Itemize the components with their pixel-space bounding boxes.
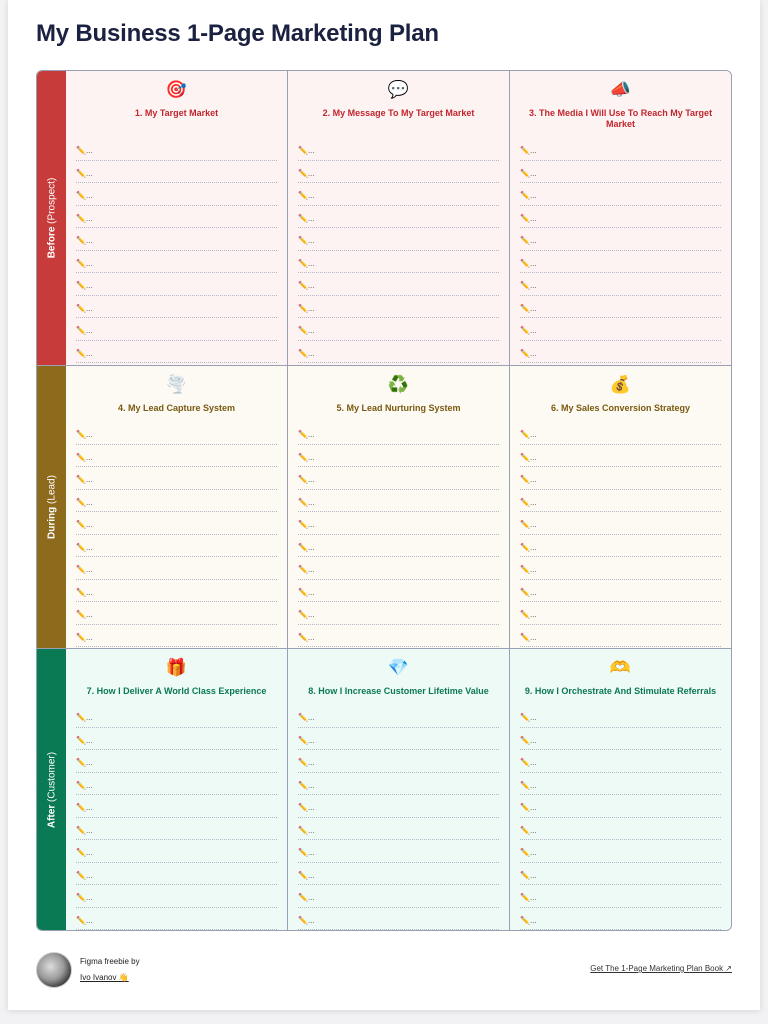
entry-line[interactable]: ✏️...: [298, 705, 499, 728]
megaphone-icon: 📣: [609, 80, 632, 99]
avatar: [36, 952, 72, 988]
entry-line[interactable]: ✏️...: [298, 728, 499, 751]
cell-title: 2. My Message To My Target Market: [322, 108, 475, 118]
entry-line[interactable]: ✏️...: [298, 602, 499, 625]
entry-line[interactable]: ✏️...: [76, 795, 277, 818]
entry-line[interactable]: ✏️...: [76, 228, 277, 251]
plan-cell: [66, 71, 287, 365]
entry-line[interactable]: ✏️...: [76, 908, 277, 931]
entry-line[interactable]: ✏️...: [76, 728, 277, 751]
entry-line[interactable]: ✏️...: [520, 705, 721, 728]
entry-line[interactable]: ✏️...: [520, 773, 721, 796]
section-label-bold: During: [46, 506, 57, 539]
entry-line[interactable]: ✏️...: [520, 908, 721, 931]
entry-line[interactable]: ✏️...: [298, 228, 499, 251]
entry-line[interactable]: ✏️...: [298, 445, 499, 468]
entry-line[interactable]: ✏️...: [298, 750, 499, 773]
entry-line[interactable]: ✏️...: [520, 863, 721, 886]
speech-bubble-icon: 💬: [387, 80, 410, 99]
entry-line[interactable]: ✏️...: [520, 296, 721, 319]
plan-cell: [509, 366, 731, 648]
section-side-label: [37, 71, 66, 365]
section-side-label: [37, 366, 66, 648]
entry-line[interactable]: ✏️...: [520, 728, 721, 751]
section-label: [46, 178, 57, 259]
entry-line[interactable]: ✏️...: [520, 341, 721, 364]
entry-line[interactable]: ✏️...: [76, 535, 277, 558]
entry-line[interactable]: ✏️...: [298, 512, 499, 535]
entry-line[interactable]: ✏️...: [520, 422, 721, 445]
entry-lines: [520, 138, 721, 363]
entry-lines: [298, 138, 499, 363]
entry-line[interactable]: ✏️...: [298, 341, 499, 364]
entry-line[interactable]: ✏️...: [298, 773, 499, 796]
entry-line[interactable]: ✏️...: [76, 183, 277, 206]
cell-title: 8. How I Increase Customer Lifetime Value: [308, 686, 489, 696]
entry-line[interactable]: ✏️...: [520, 490, 721, 513]
entry-line[interactable]: ✏️...: [298, 422, 499, 445]
section-label: [46, 751, 57, 827]
plan-cell: [509, 71, 731, 365]
entry-line[interactable]: ✏️...: [76, 750, 277, 773]
footer: [36, 950, 732, 990]
section-label-light: (Prospect): [46, 177, 57, 224]
entry-line[interactable]: ✏️...: [520, 625, 721, 648]
entry-lines: [76, 422, 277, 647]
entry-line[interactable]: ✏️...: [298, 535, 499, 558]
entry-line[interactable]: ✏️...: [298, 908, 499, 931]
entry-lines: [298, 422, 499, 647]
gift-icon: 🎁: [165, 658, 188, 677]
section-label-bold: Before: [46, 226, 57, 259]
entry-line[interactable]: ✏️...: [76, 602, 277, 625]
entry-line[interactable]: ✏️...: [520, 557, 721, 580]
author-link[interactable]: Ivo Ivanov 👋: [80, 973, 129, 982]
cell-title: 7. How I Deliver A World Class Experience: [86, 686, 267, 696]
recycle-icon: ♻️: [387, 375, 410, 394]
entry-line[interactable]: ✏️...: [76, 341, 277, 364]
entry-line[interactable]: ✏️...: [298, 318, 499, 341]
entry-line[interactable]: ✏️...: [76, 296, 277, 319]
plan-cell: [287, 366, 509, 648]
entry-line[interactable]: ✏️...: [76, 490, 277, 513]
entry-line[interactable]: ✏️...: [298, 580, 499, 603]
entry-line[interactable]: ✏️...: [76, 840, 277, 863]
entry-line[interactable]: ✏️...: [298, 840, 499, 863]
section-label-light: (Customer): [46, 751, 57, 802]
entry-line[interactable]: ✏️...: [520, 512, 721, 535]
entry-line[interactable]: ✏️...: [520, 602, 721, 625]
entry-line[interactable]: ✏️...: [520, 580, 721, 603]
plan-cell: [66, 649, 287, 930]
entry-line[interactable]: ✏️...: [520, 535, 721, 558]
entry-line[interactable]: ✏️...: [520, 818, 721, 841]
plan-page: [8, 0, 760, 1010]
entry-lines: [76, 705, 277, 930]
entry-lines: [298, 705, 499, 930]
credit-prefix: Figma freebie by: [80, 957, 140, 966]
entry-line[interactable]: ✏️...: [298, 273, 499, 296]
entry-line[interactable]: ✏️...: [298, 863, 499, 886]
entry-line[interactable]: ✏️...: [520, 228, 721, 251]
entry-lines: [520, 705, 721, 930]
cell-title: 4. My Lead Capture System: [117, 403, 236, 413]
entry-line[interactable]: ✏️...: [76, 318, 277, 341]
entry-line[interactable]: ✏️...: [520, 273, 721, 296]
section-after: [37, 648, 731, 930]
section-label-light: (Lead): [46, 475, 57, 504]
entry-line[interactable]: ✏️...: [76, 557, 277, 580]
money-bag-icon: 💰: [609, 375, 632, 394]
entry-line[interactable]: ✏️...: [520, 467, 721, 490]
entry-line[interactable]: ✏️...: [298, 183, 499, 206]
entry-line[interactable]: ✏️...: [298, 795, 499, 818]
plan-cell: [287, 649, 509, 930]
entry-lines: [76, 138, 277, 363]
entry-line[interactable]: ✏️...: [298, 161, 499, 184]
entry-line[interactable]: ✏️...: [76, 467, 277, 490]
funnel-icon: 🌪️: [165, 375, 188, 394]
entry-line[interactable]: ✏️...: [76, 422, 277, 445]
entry-line[interactable]: ✏️...: [76, 251, 277, 274]
entry-lines: [520, 422, 721, 647]
entry-line[interactable]: ✏️...: [520, 840, 721, 863]
entry-line[interactable]: ✏️...: [76, 625, 277, 648]
entry-line[interactable]: ✏️...: [298, 557, 499, 580]
entry-line[interactable]: ✏️...: [298, 885, 499, 908]
section-label-bold: After: [46, 804, 57, 828]
entry-line[interactable]: ✏️...: [76, 161, 277, 184]
entry-line[interactable]: ✏️...: [76, 273, 277, 296]
section-label: [46, 475, 57, 539]
heart-hands-icon: 🫶: [609, 658, 632, 677]
book-link[interactable]: Get The 1-Page Marketing Plan Book ↗: [590, 964, 732, 973]
plan-grid: [36, 70, 732, 931]
entry-line[interactable]: ✏️...: [76, 863, 277, 886]
entry-line[interactable]: ✏️...: [76, 773, 277, 796]
entry-line[interactable]: ✏️...: [520, 161, 721, 184]
credit: [80, 954, 140, 986]
entry-line[interactable]: ✏️...: [520, 318, 721, 341]
entry-line[interactable]: ✏️...: [520, 251, 721, 274]
entry-line[interactable]: ✏️...: [520, 445, 721, 468]
entry-line[interactable]: ✏️...: [76, 138, 277, 161]
entry-line[interactable]: ✏️...: [76, 445, 277, 468]
section-during: [37, 365, 731, 648]
cell-title: 9. How I Orchestrate And Stimulate Referrals: [524, 686, 717, 696]
cell-title: 1. My Target Market: [134, 108, 219, 118]
section-before: [37, 71, 731, 365]
entry-line[interactable]: ✏️...: [76, 885, 277, 908]
entry-line[interactable]: ✏️...: [520, 183, 721, 206]
plan-cell: [509, 649, 731, 930]
entry-line[interactable]: ✏️...: [520, 750, 721, 773]
entry-line[interactable]: ✏️...: [298, 467, 499, 490]
entry-line[interactable]: ✏️...: [76, 580, 277, 603]
entry-line[interactable]: ✏️...: [520, 138, 721, 161]
entry-line[interactable]: ✏️...: [76, 206, 277, 229]
plan-cell: [287, 71, 509, 365]
entry-line[interactable]: ✏️...: [298, 206, 499, 229]
entry-line[interactable]: ✏️...: [520, 795, 721, 818]
entry-line[interactable]: ✏️...: [298, 625, 499, 648]
entry-line[interactable]: ✏️...: [76, 512, 277, 535]
diamond-icon: 💎: [387, 658, 410, 677]
entry-line[interactable]: ✏️...: [298, 251, 499, 274]
cell-title: 5. My Lead Nurturing System: [336, 403, 461, 413]
entry-line[interactable]: ✏️...: [298, 818, 499, 841]
target-icon: 🎯: [165, 80, 188, 99]
section-side-label: [37, 649, 66, 930]
entry-line[interactable]: ✏️...: [298, 296, 499, 319]
entry-line[interactable]: ✏️...: [520, 885, 721, 908]
page-title: My Business 1-Page Marketing Plan: [36, 20, 439, 47]
entry-line[interactable]: ✏️...: [76, 818, 277, 841]
cell-title: 6. My Sales Conversion Strategy: [550, 403, 691, 413]
entry-line[interactable]: ✏️...: [76, 705, 277, 728]
plan-cell: [66, 366, 287, 648]
entry-line[interactable]: ✏️...: [298, 490, 499, 513]
entry-line[interactable]: ✏️...: [520, 206, 721, 229]
cell-title: 3. The Media I Will Use To Reach My Target Market: [528, 108, 713, 129]
entry-line[interactable]: ✏️...: [298, 138, 499, 161]
